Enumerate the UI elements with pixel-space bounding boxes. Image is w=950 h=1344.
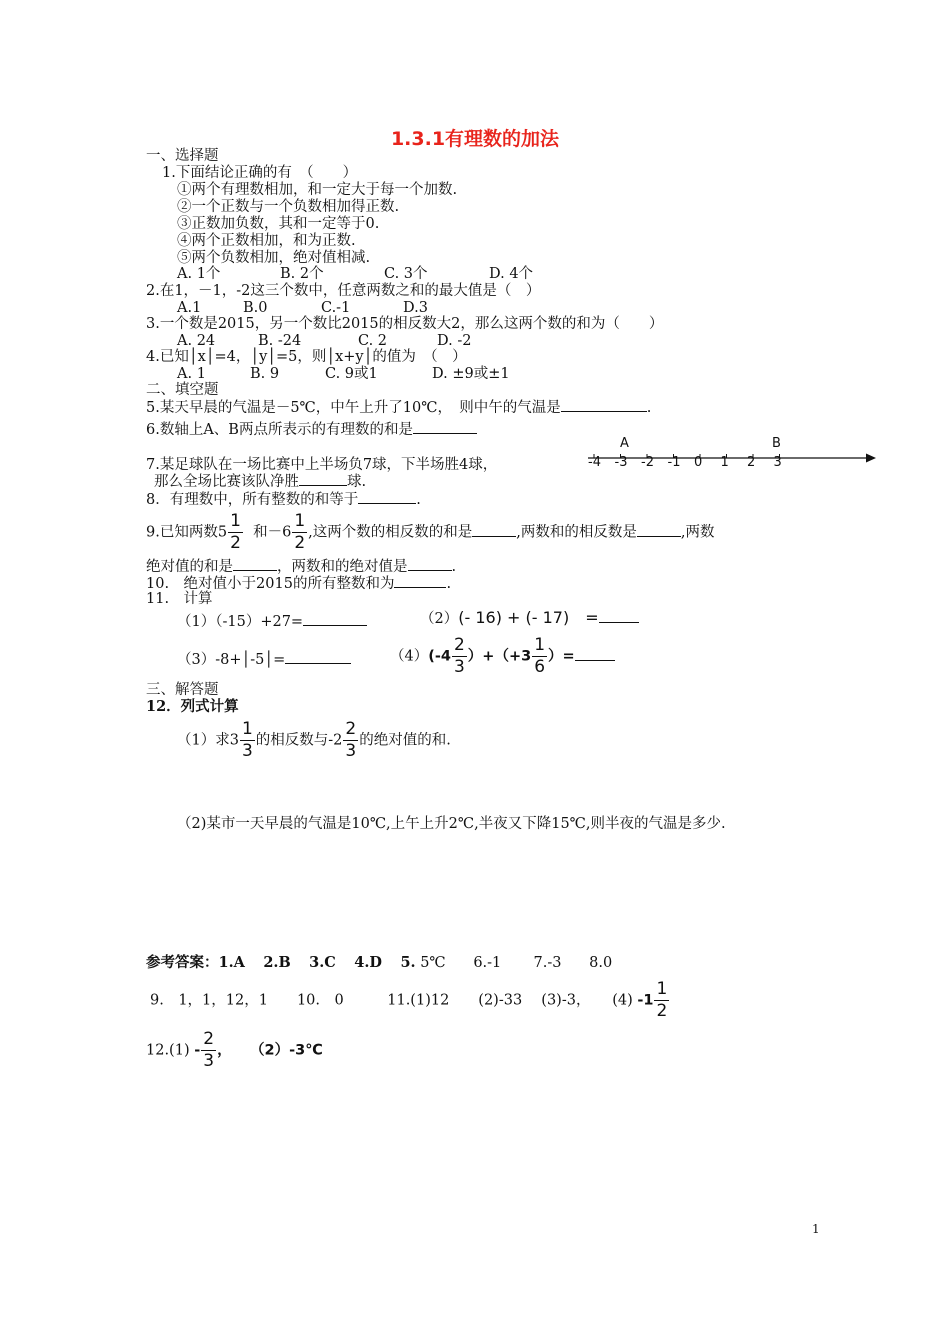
answer-blank bbox=[303, 612, 367, 626]
question-3-option: B. -24 bbox=[258, 333, 302, 349]
question-11-text: （1）（-15）+27= bbox=[177, 614, 304, 630]
number-line bbox=[580, 430, 880, 472]
answer-item: 5. bbox=[400, 954, 416, 971]
answer-text: （2）-3℃ bbox=[250, 1042, 323, 1059]
number-line-tick-label: 2 bbox=[747, 455, 756, 470]
number-line-tick-label: -2 bbox=[641, 455, 654, 470]
question-9-text: ,两数 bbox=[680, 524, 715, 541]
question-7-line2 bbox=[154, 472, 366, 491]
answer-item: 6.-1 bbox=[473, 955, 502, 971]
answer-blank bbox=[472, 523, 516, 537]
question-6-text: 6.数轴上A、B两点所表示的有理数的和是 bbox=[146, 422, 413, 438]
question-3-option: D. -2 bbox=[437, 333, 472, 349]
answer-text: -1 bbox=[637, 992, 654, 1009]
question-10-text: 10. 绝对值小于2015的所有整数和为 bbox=[146, 576, 395, 592]
question-9-text: 9.已知两数5 bbox=[146, 524, 228, 541]
question-3-option: A. 24 bbox=[177, 333, 216, 349]
question-4-option: B. 9 bbox=[250, 366, 280, 382]
question-1-option: B. 2个 bbox=[280, 266, 324, 282]
answer-blank bbox=[575, 647, 615, 661]
fraction: $\frac{2}{3}$ bbox=[453, 635, 465, 677]
question-5-end: . bbox=[646, 400, 652, 416]
question-12-text: 的绝对值的和. bbox=[359, 732, 451, 749]
page-title: 1.3.1有理数的加法 bbox=[390, 128, 560, 150]
number-line-tick-label: -4 bbox=[588, 455, 601, 470]
answer-key-line3 bbox=[146, 1030, 323, 1071]
question-11-stem: 11. 计算 bbox=[146, 591, 213, 607]
question-1-item: ④两个正数相加，和为正数. bbox=[177, 233, 356, 249]
fraction: $\frac{1}{6}$ bbox=[534, 635, 546, 677]
answer-key-line2 bbox=[150, 980, 670, 1021]
answer-blank bbox=[408, 557, 452, 571]
question-11-c2 bbox=[420, 609, 639, 628]
answer-item: 5℃ bbox=[420, 955, 446, 971]
number-line-ticks bbox=[588, 454, 782, 470]
question-12-stem: 12．列式计算 bbox=[146, 698, 239, 715]
question-1-option: A. 1个 bbox=[177, 266, 221, 282]
question-2-option: A.1 bbox=[177, 300, 202, 316]
answer-blank bbox=[561, 398, 647, 412]
question-10-end: . bbox=[446, 576, 452, 592]
answer-blank bbox=[358, 490, 416, 504]
answer-item: 4.D bbox=[354, 954, 383, 971]
answer-text: ， bbox=[217, 1042, 232, 1059]
question-9-text: 绝对值的和是 bbox=[146, 559, 233, 575]
page-number: 1 bbox=[812, 1222, 820, 1236]
question-12-part1 bbox=[177, 720, 451, 761]
fraction: $\frac{2}{3}$ bbox=[345, 719, 357, 761]
question-11-expression: (- 16) + (- 17) = bbox=[458, 608, 599, 627]
fraction: $\frac{1}{2}$ bbox=[230, 511, 241, 553]
answer-blank bbox=[285, 650, 351, 664]
question-2-option: D.3 bbox=[403, 300, 428, 316]
question-8-end: . bbox=[416, 492, 421, 508]
question-9-end: . bbox=[451, 559, 457, 575]
question-7-line1: 7.某足球队在一场比赛中上半场负7球，下半场胜4球， bbox=[146, 457, 498, 473]
question-9-line1 bbox=[146, 512, 715, 553]
question-3-stem: 3.一个数是2015，另一个数比2015的相反数大2，那么这两个数的和为（ ） bbox=[146, 316, 664, 332]
question-1-item: ②一个正数与一个负数相加得正数. bbox=[177, 199, 400, 215]
question-12-part2: （2)某市一天早晨的气温是10℃,上午上升2℃,半夜又下降15℃,则半夜的气温是多少. bbox=[177, 816, 726, 832]
answer-item: 2.B bbox=[263, 954, 291, 971]
question-2-option: C.-1 bbox=[321, 300, 351, 316]
question-11-text: （2） bbox=[420, 611, 459, 627]
answer-blank bbox=[637, 523, 681, 537]
question-9-text: 和－6 bbox=[253, 524, 292, 541]
answer-blank bbox=[233, 557, 277, 571]
question-7-end: 球. bbox=[347, 474, 367, 490]
question-1-item: ③正数加负数，其和一定等于0. bbox=[177, 216, 380, 232]
point-label-a: A bbox=[620, 436, 629, 451]
answer-item: 7.-3 bbox=[533, 955, 562, 971]
question-1-option: D. 4个 bbox=[489, 266, 534, 282]
number-line-tick-label: 3 bbox=[773, 455, 782, 470]
question-1-item: ⑤两个负数相加，绝对值相减. bbox=[177, 250, 371, 266]
question-4-option: D. ±9或±1 bbox=[432, 366, 510, 382]
fraction: $\frac{1}{2}$ bbox=[656, 979, 668, 1021]
question-11-text: （4） bbox=[390, 648, 429, 665]
question-12-text: 的相反数与-2 bbox=[255, 732, 343, 749]
question-11-c1 bbox=[177, 612, 367, 631]
question-12-text: （1）求3 bbox=[177, 732, 239, 749]
question-11-c3 bbox=[177, 650, 351, 669]
answer-blank bbox=[299, 472, 347, 486]
question-1-item: ①两个有理数相加，和一定大于每一个加数. bbox=[177, 182, 458, 198]
question-9-text: ,这两个数的相反数的和是 bbox=[308, 524, 473, 541]
answer-blank bbox=[394, 574, 446, 588]
number-line-tick-label: -3 bbox=[614, 455, 628, 470]
section-heading: 三、解答题 bbox=[146, 682, 219, 698]
point-label-b: B bbox=[772, 436, 781, 451]
question-6 bbox=[146, 420, 477, 439]
question-1-stem: 1.下面结论正确的有 （ ） bbox=[162, 165, 358, 181]
question-4-stem: 4.已知│x│=4，│y│=5，则│x+y│的值为 （ ） bbox=[146, 349, 467, 365]
question-2-stem: 2.在1，－1，-2这三个数中，任意两数之和的最大值是（ ） bbox=[146, 283, 541, 299]
question-2-option: B.0 bbox=[243, 300, 268, 316]
question-5 bbox=[146, 398, 651, 417]
question-9-text: ,两数和的相反数是 bbox=[516, 524, 637, 541]
question-3-option: C. 2 bbox=[358, 333, 388, 349]
fraction: $\frac{1}{3}$ bbox=[241, 719, 253, 761]
question-11-text: （3）-8+│-5│= bbox=[177, 652, 286, 668]
answer-item: 3.C bbox=[309, 954, 336, 971]
answer-key-line1 bbox=[146, 954, 612, 972]
arrow-right-icon bbox=[866, 454, 876, 463]
number-line-tick-label: -1 bbox=[667, 455, 681, 470]
number-line-tick-label: 0 bbox=[694, 455, 703, 470]
section-heading: 一、选择题 bbox=[146, 148, 219, 164]
answer-blank bbox=[413, 420, 477, 434]
question-5-text: 5.某天早晨的气温是－5℃，中午上升了10℃， 则中午的气温是 bbox=[146, 400, 561, 416]
fraction: $\frac{2}{3}$ bbox=[203, 1029, 215, 1071]
question-11-expression: ）+（+3 bbox=[467, 648, 532, 665]
question-7-text: 那么全场比赛该队净胜 bbox=[154, 474, 299, 490]
fraction: $\frac{1}{2}$ bbox=[294, 511, 306, 553]
answer-key-heading: 参考答案： bbox=[146, 954, 219, 971]
question-1-option: C. 3个 bbox=[384, 266, 428, 282]
answer-text: 9. 1，1，12，1 10. 0 11.(1)12 (2)-33 (3)-3， (4) bbox=[150, 992, 633, 1009]
question-4-option: C. 9或1 bbox=[325, 366, 378, 382]
number-line-tick-label: 1 bbox=[720, 455, 729, 470]
question-11-expression: ）= bbox=[548, 648, 575, 665]
question-4-option: A. 1 bbox=[177, 366, 206, 382]
answer-text: 12.(1) bbox=[146, 1042, 190, 1059]
section-heading: 二、填空题 bbox=[146, 382, 219, 398]
question-9-text: ，两数和的绝对值是 bbox=[277, 559, 408, 575]
question-8-text: 8．有理数中，所有整数的和等于 bbox=[146, 492, 359, 508]
answer-item: 1.A bbox=[218, 954, 245, 971]
question-11-expression: (-4 bbox=[428, 648, 451, 665]
question-8 bbox=[146, 490, 421, 509]
question-11-c4 bbox=[390, 636, 615, 677]
answer-item: 8.0 bbox=[589, 955, 613, 971]
answer-blank bbox=[599, 609, 639, 623]
answer-text: - bbox=[194, 1042, 201, 1059]
